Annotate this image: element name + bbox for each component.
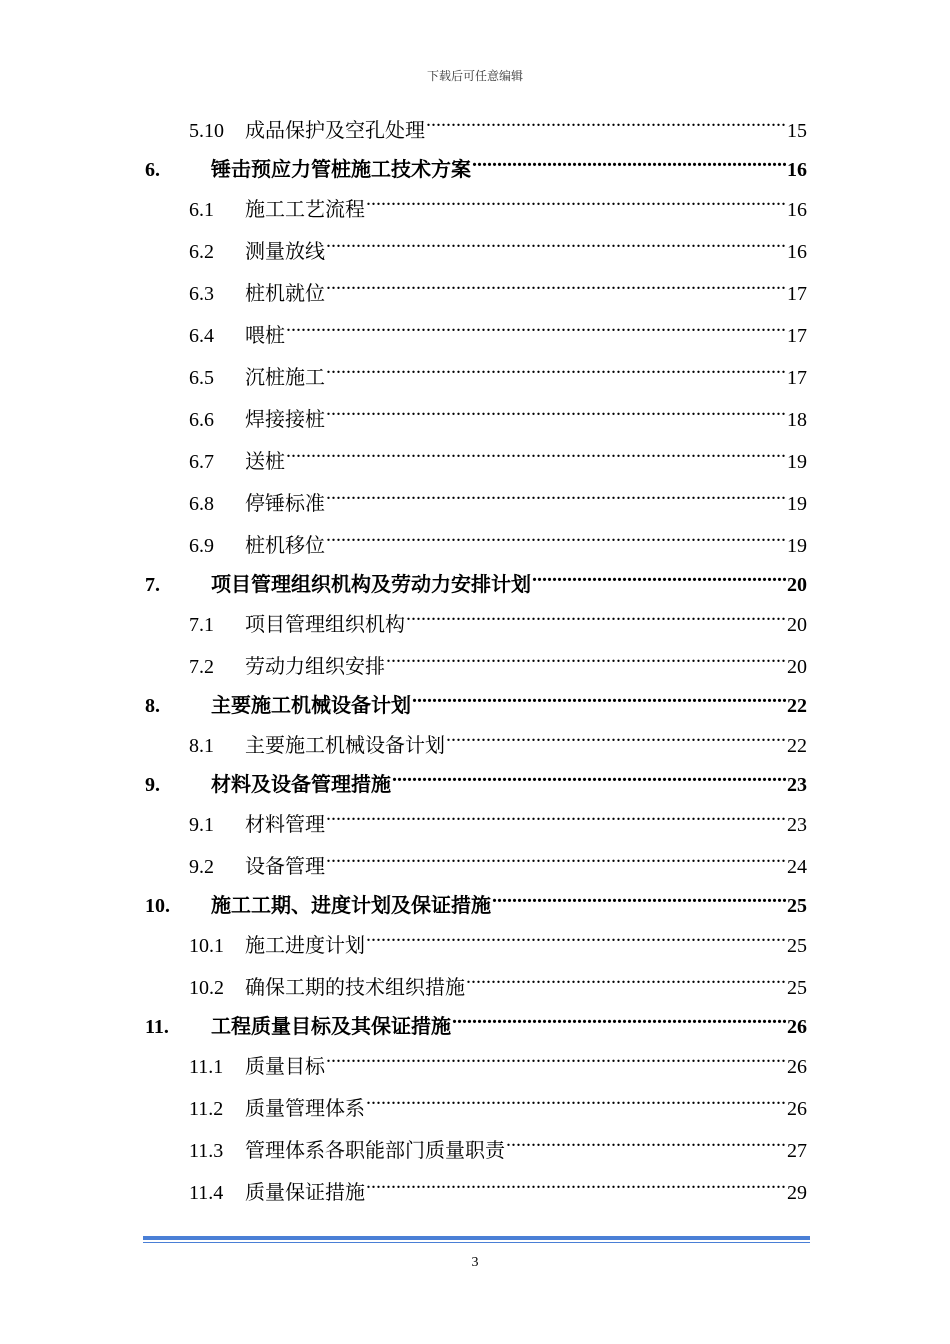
toc-entry-number: 11.4 [189,1182,224,1204]
toc-entry-page: 17 [787,325,807,347]
toc-section-row[interactable] [145,1130,807,1172]
toc-entry-title: 确保工期的技术组织措施 [245,977,465,999]
toc-chapter-row[interactable] [145,888,807,925]
toc-entry-number: 6.2 [189,241,214,263]
toc-entry-page: 19 [787,535,807,557]
toc-dot-leader [426,117,786,137]
toc-dot-leader [326,532,786,552]
toc-entry-number: 6.3 [189,283,214,305]
toc-dot-leader [326,490,786,510]
toc-entry-page: 26 [787,1016,807,1038]
toc-entry-title: 项目管理组织机构 [245,614,405,636]
toc-entry-title: 焊接接桩 [245,409,325,431]
footer-rule [143,1236,810,1243]
toc-entry-number: 9. [145,774,160,796]
toc-section-row[interactable] [145,110,807,152]
toc-entry-title: 工程质量目标及其保证措施 [211,1016,451,1038]
toc-entry-number: 7.1 [189,614,214,636]
page-number: 3 [471,1255,479,1270]
toc-dot-leader [472,156,786,176]
toc-chapter-row[interactable] [145,688,807,725]
header-note: 下载后可任意编辑 [426,69,523,83]
toc-entry-number: 10.2 [189,977,224,999]
toc-section-row[interactable] [145,925,807,967]
toc-entry-number: 11.3 [189,1140,224,1162]
toc-section-row[interactable] [145,846,807,888]
toc-chapter-row[interactable] [145,767,807,804]
toc-dot-leader [326,853,786,873]
toc-entry-title: 施工工期、进度计划及保证措施 [211,895,491,917]
toc-entry-page: 20 [787,574,807,596]
toc-dot-leader [452,1013,786,1033]
toc-entry-number: 6. [145,159,160,181]
toc-entry-page: 25 [787,977,807,999]
toc-dot-leader [326,811,786,831]
toc-dot-leader [366,1179,786,1199]
toc-entry-title: 施工工艺流程 [245,199,365,221]
toc-entry-title: 锤击预应力管桩施工技术方案 [211,159,471,181]
toc-section-row[interactable] [145,315,807,357]
toc-entry-number: 7.2 [189,656,214,678]
toc-entry-number: 11.1 [189,1056,224,1078]
toc-section-row[interactable] [145,525,807,567]
toc-entry-page: 16 [787,199,807,221]
toc-section-row[interactable] [145,1046,807,1088]
toc-entry-title: 设备管理 [245,856,325,878]
toc-dot-leader [406,611,786,631]
toc-entry-title: 喂桩 [245,325,285,347]
toc-entry-title: 劳动力组织安排 [245,656,385,678]
toc-entry-title: 主要施工机械设备计划 [211,695,411,717]
toc-entry-title: 项目管理组织机构及劳动力安排计划 [211,574,531,596]
toc-section-row[interactable] [145,399,807,441]
toc-section-row[interactable] [145,967,807,1009]
toc-entry-title: 材料及设备管理措施 [211,774,391,796]
toc-entry-title: 测量放线 [245,241,325,263]
toc-entry-page: 19 [787,451,807,473]
toc-entry-page: 25 [787,895,807,917]
toc-dot-leader [412,692,786,712]
toc-section-row[interactable] [145,231,807,273]
toc-dot-leader [286,448,786,468]
toc-entry-number: 9.2 [189,856,214,878]
toc-entry-page: 18 [787,409,807,431]
toc-entry-number: 11. [145,1016,169,1038]
table-of-contents [145,110,807,1214]
toc-entry-number: 6.8 [189,493,214,515]
toc-section-row[interactable] [145,1172,807,1214]
toc-section-row[interactable] [145,646,807,688]
toc-entry-number: 7. [145,574,160,596]
toc-entry-title: 沉桩施工 [245,367,325,389]
toc-entry-page: 23 [787,774,807,796]
toc-entry-page: 16 [787,159,807,181]
toc-dot-leader [366,196,786,216]
toc-entry-number: 8. [145,695,160,717]
toc-entry-number: 11.2 [189,1098,224,1120]
toc-entry-title: 质量保证措施 [245,1182,365,1204]
toc-dot-leader [326,238,786,258]
toc-entry-number: 8.1 [189,735,214,757]
toc-entry-page: 29 [787,1182,807,1204]
toc-entry-title: 桩机就位 [245,283,325,305]
footer-rule-thick [143,1236,810,1240]
toc-section-row[interactable] [145,441,807,483]
toc-entry-page: 26 [787,1056,807,1078]
toc-entry-page: 22 [787,735,807,757]
toc-entry-title: 质量目标 [245,1056,325,1078]
toc-entry-page: 26 [787,1098,807,1120]
toc-entry-page: 24 [787,856,807,878]
toc-entry-page: 16 [787,241,807,263]
toc-entry-page: 25 [787,935,807,957]
toc-dot-leader [326,364,786,384]
toc-entry-page: 20 [787,656,807,678]
toc-entry-title: 送桩 [245,451,285,473]
toc-entry-number: 6.6 [189,409,214,431]
toc-dot-leader [466,974,786,994]
toc-section-row[interactable] [145,189,807,231]
toc-entry-number: 6.4 [189,325,214,347]
toc-dot-leader [446,732,786,752]
toc-dot-leader [326,406,786,426]
toc-dot-leader [366,932,786,952]
toc-section-row[interactable] [145,604,807,646]
toc-entry-number: 6.9 [189,535,214,557]
toc-entry-number: 10. [145,895,170,917]
toc-section-row[interactable] [145,804,807,846]
toc-dot-leader [386,653,786,673]
toc-chapter-row[interactable] [145,567,807,604]
toc-entry-title: 材料管理 [245,814,325,836]
toc-entry-title: 质量管理体系 [245,1098,365,1120]
toc-dot-leader [532,571,786,591]
toc-entry-number: 6.5 [189,367,214,389]
toc-entry-title: 主要施工机械设备计划 [245,735,445,757]
toc-section-row[interactable] [145,483,807,525]
toc-entry-number: 6.7 [189,451,214,473]
toc-chapter-row[interactable] [145,152,807,189]
toc-dot-leader [286,322,786,342]
toc-section-row[interactable] [145,725,807,767]
toc-entry-page: 17 [787,367,807,389]
toc-section-row[interactable] [145,273,807,315]
toc-entry-title: 施工进度计划 [245,935,365,957]
toc-entry-page: 19 [787,493,807,515]
toc-dot-leader [326,1053,786,1073]
toc-entry-number: 5.10 [189,120,224,142]
toc-dot-leader [492,892,786,912]
toc-entry-title: 管理体系各职能部门质量职责 [245,1140,505,1162]
footer-rule-thin [143,1242,810,1243]
toc-section-row[interactable] [145,357,807,399]
toc-section-row[interactable] [145,1088,807,1130]
toc-entry-page: 17 [787,283,807,305]
toc-dot-leader [506,1137,786,1157]
toc-entry-page: 27 [787,1140,807,1162]
toc-entry-page: 22 [787,695,807,717]
toc-entry-number: 6.1 [189,199,214,221]
toc-entry-title: 桩机移位 [245,535,325,557]
toc-entry-page: 23 [787,814,807,836]
toc-dot-leader [392,771,786,791]
toc-entry-number: 10.1 [189,935,224,957]
toc-entry-page: 15 [787,120,807,142]
toc-entry-number: 9.1 [189,814,214,836]
toc-chapter-row[interactable] [145,1009,807,1046]
toc-dot-leader [326,280,786,300]
toc-entry-title: 成品保护及空孔处理 [245,120,425,142]
toc-entry-page: 20 [787,614,807,636]
toc-dot-leader [366,1095,786,1115]
toc-entry-title: 停锤标准 [245,493,325,515]
